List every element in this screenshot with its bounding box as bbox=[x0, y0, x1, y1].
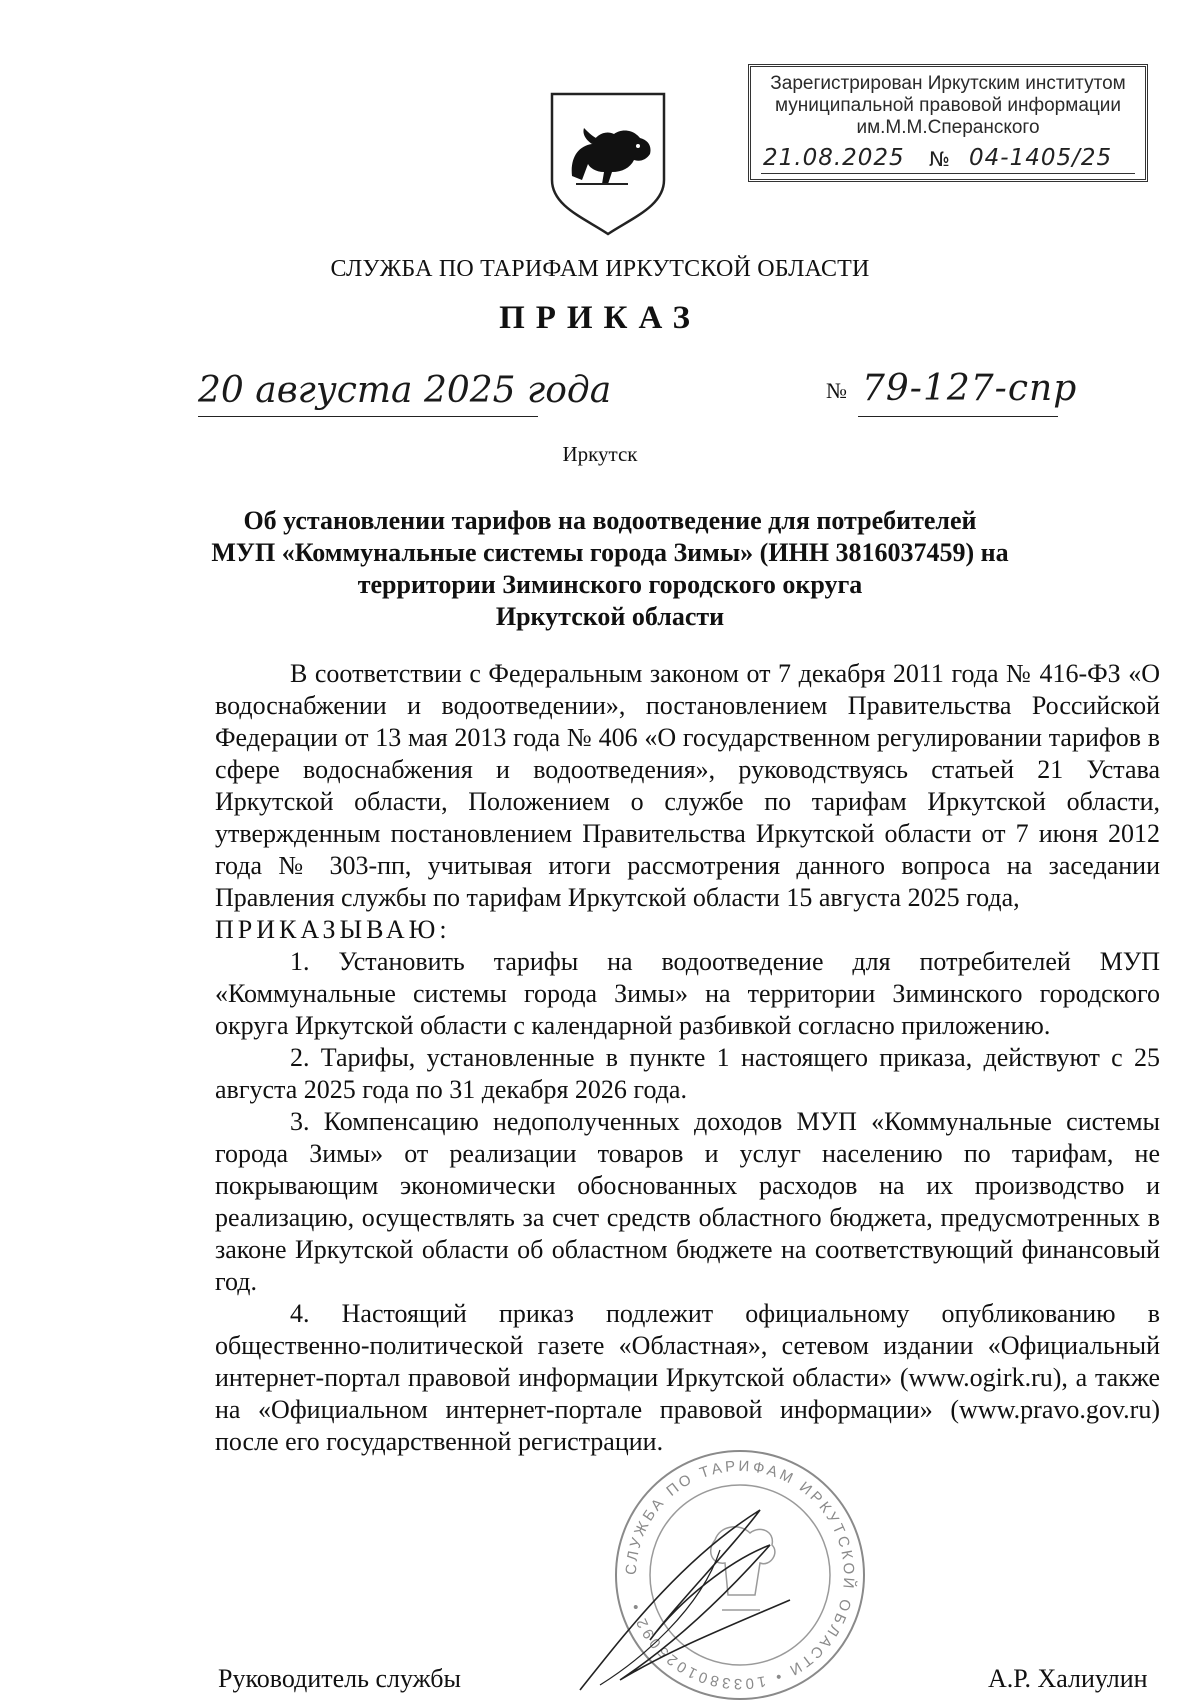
city: Иркутск bbox=[562, 442, 638, 466]
registration-stamp-line: муниципальной правовой информации bbox=[775, 95, 1121, 116]
organization-name: СЛУЖБА ПО ТАРИФАМ ИРКУТСКОЙ ОБЛАСТИ bbox=[330, 256, 870, 282]
order-item: 3. Компенсацию недополученных доходов МУП «Коммунальные системы города Зимы» от реализации товаров и услуг населению по тарифам, не покрывающим экономически обоснованных расходов на их производство и реализацию, осуществлять за счет средств областного бюджета, предусмотренных в законе Иркутской области об областном бюджете на соответствующий финансовый год. bbox=[215, 1107, 1160, 1296]
registration-number-sign: № bbox=[929, 147, 950, 171]
title-line: территории Зиминского городского округа bbox=[357, 570, 863, 599]
title-line: МУП «Коммунальные системы города Зимы» (ИНН 3816037459) на bbox=[211, 538, 1009, 567]
order-item: 2. Тарифы, установленные в пункте 1 настоящего приказа, действуют с 25 августа 2025 года по 31 декабря 2026 года. bbox=[215, 1043, 1160, 1104]
title-line: Иркутской области bbox=[495, 602, 725, 631]
document-type: ПРИКАЗ bbox=[499, 300, 701, 336]
number-underline bbox=[858, 416, 1058, 417]
registration-stamp-line: Зарегистрирован Иркутским институтом bbox=[770, 73, 1126, 94]
order-item: 4. Настоящий приказ подлежит официальному опубликованию в общественно-политической газете «Областная», сетевом издании «Официальный интернет-портал правовой информации Иркутской области» (www.ogirk.ru), а также на «Официальном интернет-портале правовой информации» (www.pravo.gov.ru) после его государственной регистрации. bbox=[215, 1299, 1160, 1456]
signer-name: А.Р. Халиулин bbox=[988, 1664, 1148, 1693]
order-date: 20 августа 2025 года bbox=[198, 370, 612, 411]
document-title bbox=[200, 505, 1020, 633]
signer-title: Руководитель службы bbox=[218, 1664, 461, 1693]
order-item: 1. Установить тарифы на водоотведение для потребителей МУП «Коммунальные системы города Зимы» на территории Зиминского городского округа Иркутской области с календарной разбивкой согласно приложению. bbox=[215, 947, 1160, 1040]
registration-date: 21.08.2025 bbox=[763, 145, 905, 171]
date-underline bbox=[198, 416, 538, 417]
registration-handwritten-block bbox=[751, 145, 1145, 175]
registration-stamp bbox=[748, 64, 1148, 182]
order-number: 79-127-спр bbox=[862, 368, 1078, 409]
registration-underline bbox=[761, 173, 1135, 174]
preamble-paragraph: В соответствии с Федеральным законом от 7 декабря 2011 года № 416-ФЗ «О водоснабжении и водоотведении», постановлением Правительства Российской Федерации от 13 мая 2013 года № 406 «О государственном регулировании тарифов в сфере водоснабжения и водоотведения», руководствуясь статьей 21 Устава Иркутской области, Положением о службе по тарифам Иркутской области, утвержденным постановлением Правительства Иркутской области от 7 июня 2012 года № 303-пп, учитывая итоги рассмотрения данного вопроса на заседании Правления службы по тарифам Иркутской области 15 августа 2025 года, bbox=[215, 659, 1160, 912]
registration-number: 04-1405/25 bbox=[969, 145, 1113, 171]
title-line: Об установлении тарифов на водоотведение для потребителей bbox=[243, 506, 977, 535]
svg-text:СЛУЖБА ПО ТАРИФАМ ИРКУТСКОЙ ОБ: СЛУЖБА ПО ТАРИФАМ ИРКУТСКОЙ ОБЛАСТИ • 1033801025092 • bbox=[622, 1457, 858, 1693]
order-number-sign: № bbox=[826, 378, 847, 403]
handwritten-signature-icon bbox=[560, 1490, 800, 1700]
order-word: ПРИКАЗЫВАЮ: bbox=[215, 915, 451, 944]
registration-stamp-line: им.М.М.Сперанского bbox=[856, 117, 1040, 138]
document-body bbox=[215, 658, 1160, 1458]
coat-of-arms-icon bbox=[548, 88, 668, 238]
